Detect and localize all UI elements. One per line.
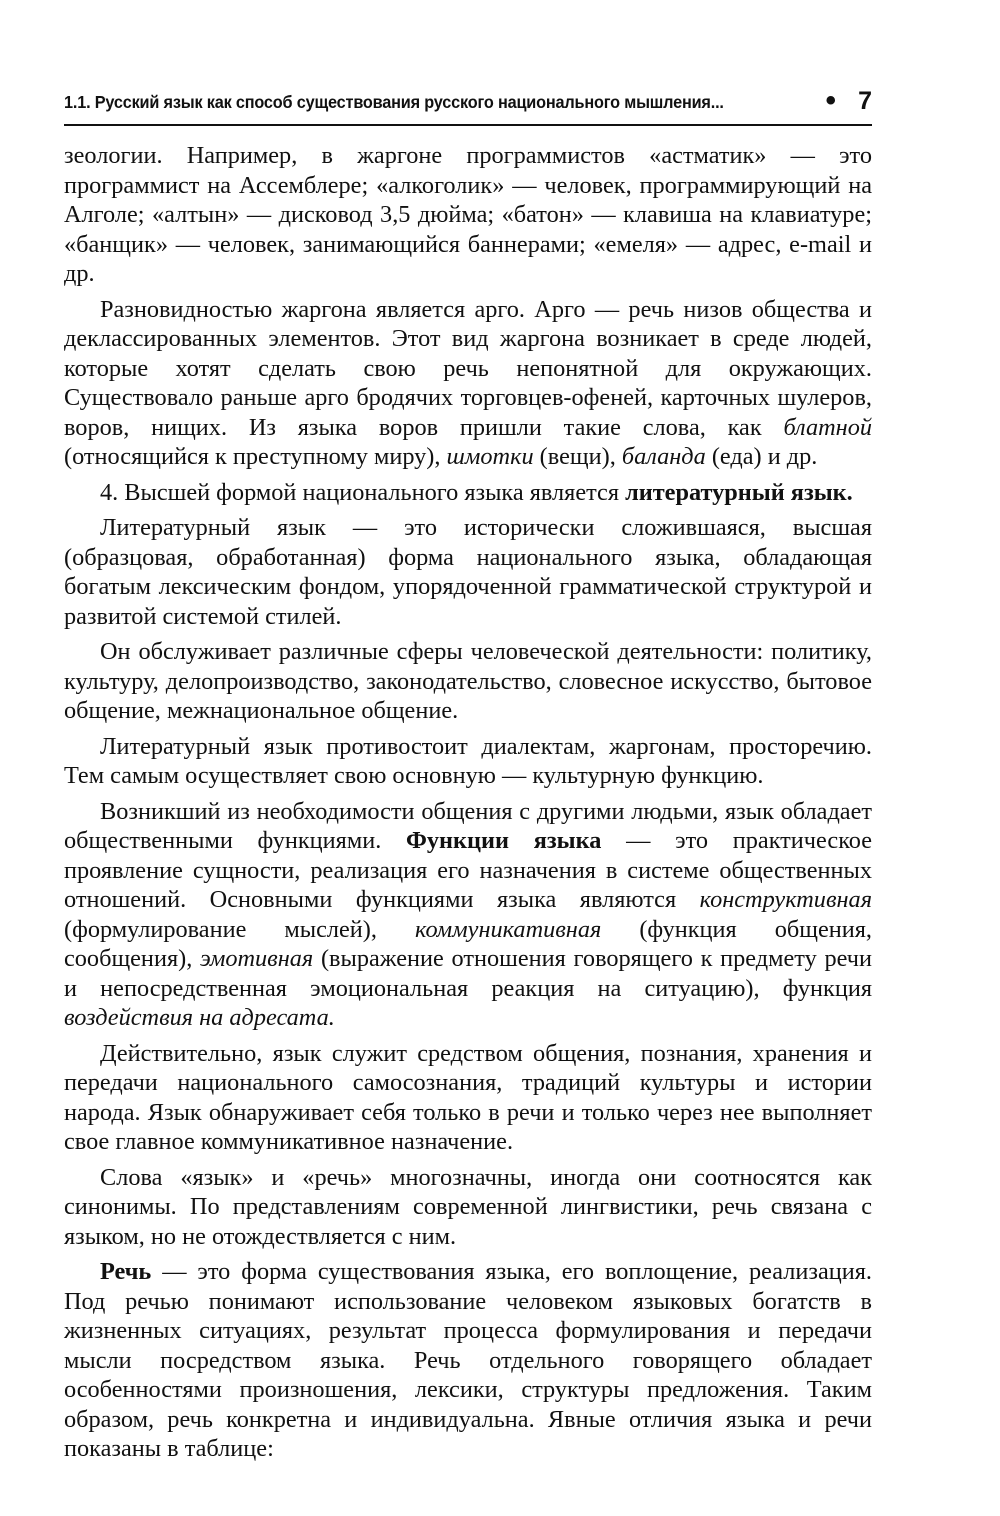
italic-term: блатной bbox=[783, 413, 872, 441]
text-run: (функция общения, сообщения), bbox=[64, 915, 872, 972]
italic-term: воздействия на адресата. bbox=[64, 1004, 335, 1031]
text-run: Он обслуживает различные сферы человеческой деятельности: политику, культуру, делопроизводство, законодательство, словесное искусство, бытовое общение, межнациональное общение. bbox=[64, 638, 872, 724]
text-run: — это практическое проявление сущности, реализация его назначения в системе общественных отношений. Основными функциями языка являются bbox=[64, 827, 872, 913]
paragraph bbox=[64, 797, 872, 1033]
paragraph bbox=[64, 141, 872, 289]
paragraph bbox=[64, 1163, 872, 1252]
italic-term: коммуникативная bbox=[415, 915, 602, 943]
bold-term: Речь bbox=[100, 1258, 152, 1285]
paragraph bbox=[64, 295, 872, 472]
running-head-title: 1.1. Русский язык как способ существования русского национального мышления... bbox=[64, 92, 724, 112]
italic-term: шмотки bbox=[446, 443, 534, 470]
text-run: Литературный язык противостоит диалектам, жаргонам, просторечию. Тем самым осуществляет свою основную — культурную функцию. bbox=[64, 732, 872, 789]
text-run: (вещи), bbox=[533, 443, 622, 470]
text-run: Литературный язык — это исторически сложившаяся, высшая (образцовая, обработанная) форма национального языка, обладающая богатым лексическим фондом, упорядоченной грамматической структурой и развитой системой стилей. bbox=[64, 514, 872, 630]
text-run: Действительно, язык служит средством общения, познания, хранения и передачи национального самосознания, традиций культуры и истории народа. Язык обнаруживает себя только в речи и только через нее выполняет свое главное коммуникативное назначение. bbox=[64, 1039, 872, 1155]
paragraph bbox=[64, 1257, 872, 1464]
paragraph bbox=[64, 478, 872, 508]
page-number: 7 bbox=[858, 87, 872, 115]
italic-term: баланда bbox=[621, 443, 706, 470]
text-run: (относящийся к преступному миру), bbox=[64, 443, 447, 470]
running-head bbox=[64, 86, 872, 126]
text-run: Слова «язык» и «речь» многозначны, иногда они соотносятся как синонимы. По представлениям современной лингвистики, речь связана с языком, но не отождествляется с ним. bbox=[64, 1163, 872, 1250]
paragraph bbox=[64, 637, 872, 726]
text-run: (формулирование мыслей), bbox=[64, 915, 415, 943]
text-run: зеологии. Например, в жаргоне программистов «астматик» — это программист на Ассемблере; «алкоголик» — человек, программирующий на Алголе; «алтын» — дисковод 3,5 дюйма; «батон» — клавиша на клавиатуре; «банщик» — человек, занимающийся баннерами; «емеля» — адрес, e-mail и др. bbox=[64, 142, 872, 287]
paragraph bbox=[64, 732, 872, 791]
body-text bbox=[64, 141, 872, 1470]
italic-term: конструктивная bbox=[699, 886, 872, 913]
text-run: Возникший из необходимости общения с другими людьми, язык обладает общественными функциями. bbox=[64, 797, 872, 854]
paragraph bbox=[64, 1039, 872, 1157]
text-run: (выражение отношения говорящего к предмету речи и непосредственная эмоциональная реакция на ситуацию), функция bbox=[64, 945, 872, 1002]
text-run: 4. Высшей формой национального языка является bbox=[100, 478, 626, 506]
text-run: Разновидностью жаргона является арго. Арго — речь низов общества и деклассированных элементов. Этот вид жаргона возникает в среде людей, которые хотят сделать свою речь непонятной для окружающих. Существовало раньше арго бродячих торговцев-офеней, карточных шулеров, воров, нищих. Из языка воров пришли такие слова, как bbox=[64, 295, 872, 441]
bold-term: Функции языка bbox=[406, 827, 602, 854]
bold-term: литературный язык. bbox=[625, 478, 853, 506]
bullet-separator: • bbox=[825, 84, 836, 117]
text-run: (еда) и др. bbox=[705, 443, 818, 470]
italic-term: эмотивная bbox=[200, 945, 314, 972]
text-run: — это форма существования языка, его воплощение, реализация. Под речью понимают использование человеком языковых богатств в жизненных ситуациях, результат процесса формулирования и передачи мысли посредством языка. Речь отдельного говорящего обладает особенностями произношения, лексики, структуры предложения. Таким образом, речь конкретна и индивидуальна. Явные отличия языка и речи показаны в таблице: bbox=[64, 1258, 872, 1462]
paragraph bbox=[64, 513, 872, 631]
